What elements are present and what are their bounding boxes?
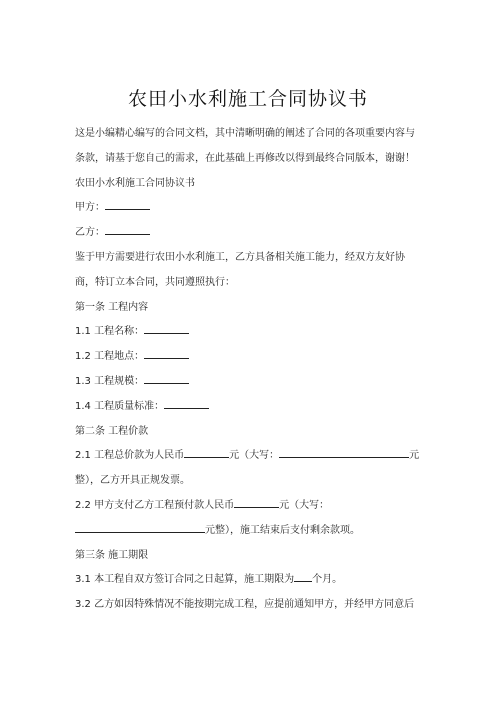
intro-line-1: 这是小编精心编写的合同文档，其中清晰明确的阐述了合同的各项重要内容与 <box>75 128 415 139</box>
blank-field <box>234 495 279 508</box>
party-a-label: 甲方： <box>75 202 105 214</box>
item-label: 1.4 工程质量标准： <box>75 400 165 412</box>
preamble-line-2: 商，特订立本合同，共同遵照执行： <box>75 276 235 288</box>
blank-field <box>144 371 189 384</box>
item-2-2-line-1 <box>75 494 425 519</box>
subtitle: 农田小水利施工合同协议书 <box>75 177 195 189</box>
blank-field <box>184 445 229 458</box>
item-text: 3.1 本工程自双方签订合同之日起算，施工期限为 <box>75 574 295 586</box>
article-3-heading: 第三条 施工期限 <box>75 549 149 561</box>
item-2-1-line-2: 整），乙方开具正规发票。 <box>75 475 190 487</box>
document-title: 农田小水利施工合同协议书 <box>127 88 368 110</box>
blank-field <box>75 520 205 533</box>
item-text: 2.2 甲方支付乙方工程预付款人民币 <box>75 499 235 511</box>
item-label: 1.2 工程地点： <box>75 351 145 363</box>
article-1-heading: 第一条 工程内容 <box>75 301 149 313</box>
item-1-3 <box>75 370 425 395</box>
intro-line-2: 条款，请基于您自己的需求，在此基础上再修改以得到最终合同版本，谢谢！ <box>75 152 415 164</box>
item-text: 元整），施工结束后支付剩余款项。 <box>205 524 360 536</box>
item-1-4 <box>75 395 425 420</box>
party-a-line <box>75 196 425 221</box>
party-b-label: 乙方： <box>75 227 105 239</box>
blank-field <box>279 445 409 458</box>
item-3-1 <box>75 568 425 593</box>
party-b-line <box>75 221 425 246</box>
item-text: 2.1 工程总价款为人民币 <box>75 450 185 462</box>
item-label: 1.3 工程规模： <box>75 375 145 387</box>
blank-field <box>105 197 150 210</box>
blank-field <box>164 396 209 409</box>
item-1-1 <box>75 320 425 345</box>
item-1-2 <box>75 345 425 370</box>
blank-field <box>105 222 150 235</box>
item-label: 1.1 工程名称： <box>75 326 145 338</box>
preamble-line-1: 鉴于甲方需要进行农田小水利施工，乙方具备相关施工能力，经双方友好协 <box>75 251 405 263</box>
item-3-2: 3.2 乙方如因特殊情况不能按期完成工程，应提前通知甲方，并经甲方同意后 <box>75 599 415 611</box>
item-text: 元（大写： <box>279 499 330 511</box>
blank-field <box>294 569 312 582</box>
blank-field <box>144 321 189 334</box>
article-2-heading: 第二条 工程价款 <box>75 425 149 437</box>
blank-field <box>144 346 189 359</box>
item-2-1-line-1 <box>75 444 425 469</box>
document-body <box>75 122 425 618</box>
item-text: 个月。 <box>312 574 343 586</box>
item-text: 元（大写： <box>229 450 280 462</box>
item-text: 元 <box>409 450 420 462</box>
item-2-2-line-2 <box>75 519 425 544</box>
